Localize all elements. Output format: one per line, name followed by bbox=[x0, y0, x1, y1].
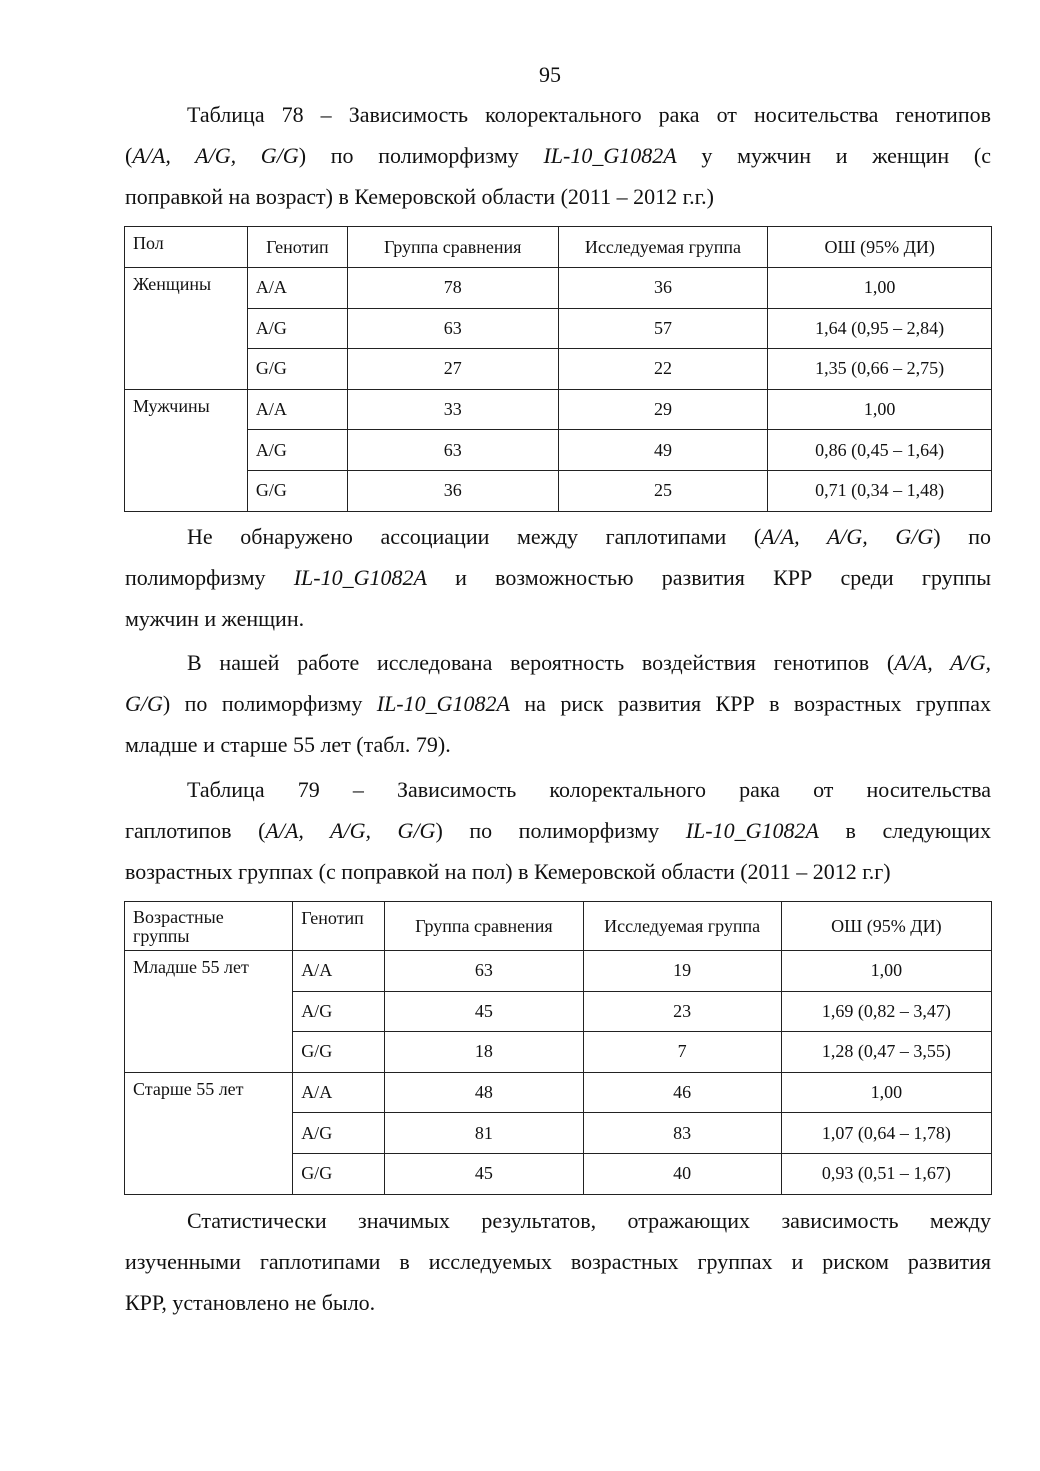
text-run: ) по полиморфизму bbox=[162, 691, 377, 716]
table-row bbox=[125, 951, 992, 992]
table-cell: 78 bbox=[347, 268, 558, 309]
table-cell: 23 bbox=[583, 991, 781, 1032]
italic-term: A/A, A/G, G/G bbox=[761, 524, 934, 549]
text-run: возрастных группах (с поправкой на пол) в Кемеровской области (2011 – 2012 г.г) bbox=[125, 859, 891, 884]
table-cell: 1,69 (0,82 – 3,47) bbox=[781, 991, 991, 1032]
text-run: Таблица 78 – Зависимость колоректального рака от носительства генотипов bbox=[187, 102, 991, 127]
text-line bbox=[125, 851, 991, 892]
text-run: изученными гаплотипами в исследуемых возрастных группах и риском развития bbox=[125, 1249, 991, 1274]
genotype-cell: A/G bbox=[293, 1113, 385, 1154]
italic-term: IL-10_G1082A bbox=[543, 143, 677, 168]
table-header-row bbox=[125, 227, 992, 268]
table-header-cell: ОШ (95% ДИ) bbox=[781, 902, 991, 951]
text-line bbox=[125, 683, 991, 724]
table-row bbox=[125, 470, 992, 511]
genotype-cell: G/G bbox=[293, 1153, 385, 1194]
table-cell: 49 bbox=[558, 430, 768, 471]
genotype-cell: A/A bbox=[247, 268, 347, 309]
page-number: 95 bbox=[539, 62, 561, 87]
table-row bbox=[125, 349, 992, 390]
italic-term: IL-10_G1082A bbox=[376, 691, 510, 716]
text-line bbox=[125, 135, 991, 176]
table-row bbox=[125, 268, 992, 309]
table-cell: 1,00 bbox=[781, 951, 991, 992]
genotype-cell: G/G bbox=[293, 1032, 385, 1073]
table-row bbox=[125, 1072, 992, 1113]
table-78 bbox=[124, 226, 992, 512]
text-line bbox=[125, 516, 991, 557]
text-run: Таблица 79 – Зависимость колоректального рака от носительства bbox=[187, 777, 991, 802]
table-cell: 33 bbox=[347, 389, 558, 430]
text-run: на риск развития КРР в возрастных группах bbox=[509, 691, 992, 716]
table-cell: 27 bbox=[347, 349, 558, 390]
table-cell: 45 bbox=[385, 1153, 583, 1194]
table-cell: 1,28 (0,47 – 3,55) bbox=[781, 1032, 991, 1073]
table-79 bbox=[124, 901, 992, 1195]
group-label-cell: Мужчины bbox=[125, 389, 248, 511]
italic-term: IL-10_G1082A bbox=[685, 818, 819, 843]
text-line bbox=[125, 557, 991, 598]
table-cell: 1,00 bbox=[781, 1072, 991, 1113]
text-run: у мужчин и женщин (с bbox=[676, 143, 991, 168]
table-cell: 83 bbox=[583, 1113, 781, 1154]
table-cell: 25 bbox=[558, 470, 768, 511]
paragraph-study-description bbox=[125, 642, 991, 765]
table-cell: 1,00 bbox=[768, 389, 992, 430]
table-header-row bbox=[125, 902, 992, 951]
table-cell: 18 bbox=[385, 1032, 583, 1073]
table-cell: 63 bbox=[347, 430, 558, 471]
text-line bbox=[125, 598, 991, 639]
text-run: поправкой на возраст) в Кемеровской области (2011 – 2012 г.г.) bbox=[125, 184, 714, 209]
text-run: ) по полиморфизму bbox=[298, 143, 544, 168]
table-cell: 0,86 (0,45 – 1,64) bbox=[768, 430, 992, 471]
table-header-cell: Группа сравнения bbox=[347, 227, 558, 268]
group-label-cell: Женщины bbox=[125, 268, 248, 390]
table-header-cell: Группа сравнения bbox=[385, 902, 583, 951]
genotype-cell: G/G bbox=[247, 349, 347, 390]
table-header-cell: Генотип bbox=[293, 902, 385, 951]
text-line bbox=[125, 642, 991, 683]
text-run: ) по bbox=[933, 524, 991, 549]
text-line bbox=[125, 176, 991, 217]
table-cell: 57 bbox=[558, 308, 768, 349]
genotype-cell: A/A bbox=[293, 951, 385, 992]
italic-term: G/G bbox=[125, 691, 163, 716]
text-line bbox=[125, 1241, 991, 1282]
genotype-cell: A/A bbox=[293, 1072, 385, 1113]
table-header-cell: Генотип bbox=[247, 227, 347, 268]
table-row bbox=[125, 389, 992, 430]
text-run: Не обнаружено ассоциации между гаплотипами ( bbox=[187, 524, 762, 549]
table-header-cell: Возрастные группы bbox=[125, 902, 293, 951]
text-line bbox=[125, 810, 991, 851]
text-run: ( bbox=[125, 143, 133, 168]
text-line bbox=[125, 94, 991, 135]
table-cell: 81 bbox=[385, 1113, 583, 1154]
genotype-cell: G/G bbox=[247, 470, 347, 511]
paragraph-no-association bbox=[125, 516, 991, 639]
table-cell: 1,00 bbox=[768, 268, 992, 309]
text-run: ) по полиморфизму bbox=[435, 818, 686, 843]
text-line bbox=[125, 769, 991, 810]
table-cell: 1,64 (0,95 – 2,84) bbox=[768, 308, 992, 349]
paragraph-conclusion bbox=[125, 1200, 991, 1323]
italic-term: IL-10_G1082A bbox=[293, 565, 427, 590]
table-cell: 22 bbox=[558, 349, 768, 390]
table-cell: 63 bbox=[347, 308, 558, 349]
table-cell: 19 bbox=[583, 951, 781, 992]
table-row bbox=[125, 308, 992, 349]
table-cell: 46 bbox=[583, 1072, 781, 1113]
table-cell: 36 bbox=[347, 470, 558, 511]
group-label-cell: Младше 55 лет bbox=[125, 951, 293, 1073]
table-78-caption bbox=[125, 94, 991, 217]
table-cell: 36 bbox=[558, 268, 768, 309]
genotype-cell: A/G bbox=[247, 430, 347, 471]
italic-term: A/A, A/G, G/G bbox=[265, 818, 436, 843]
table-cell: 40 bbox=[583, 1153, 781, 1194]
table-cell: 0,71 (0,34 – 1,48) bbox=[768, 470, 992, 511]
genotype-cell: A/G bbox=[247, 308, 347, 349]
table-row bbox=[125, 430, 992, 471]
table-cell: 45 bbox=[385, 991, 583, 1032]
table-cell: 1,07 (0,64 – 1,78) bbox=[781, 1113, 991, 1154]
table-cell: 7 bbox=[583, 1032, 781, 1073]
table-header-cell: ОШ (95% ДИ) bbox=[768, 227, 992, 268]
table-cell: 29 bbox=[558, 389, 768, 430]
text-run: младше и старше 55 лет (табл. 79). bbox=[125, 732, 451, 757]
genotype-cell: A/A bbox=[247, 389, 347, 430]
italic-term: A/A, A/G, G/G bbox=[132, 143, 299, 168]
table-79-caption bbox=[125, 769, 991, 892]
table-header-cell: Исследуемая группа bbox=[583, 902, 781, 951]
genotype-cell: A/G bbox=[293, 991, 385, 1032]
table-cell: 0,93 (0,51 – 1,67) bbox=[781, 1153, 991, 1194]
table-cell: 48 bbox=[385, 1072, 583, 1113]
table-header-cell: Пол bbox=[125, 227, 248, 268]
text-line bbox=[125, 724, 991, 765]
table-cell: 63 bbox=[385, 951, 583, 992]
text-run: в следующих bbox=[818, 818, 992, 843]
text-run: В нашей работе исследована вероятность воздействия генотипов ( bbox=[187, 650, 895, 675]
text-line bbox=[125, 1282, 991, 1323]
table-header-cell: Исследуемая группа bbox=[558, 227, 768, 268]
text-run: гаплотипов ( bbox=[125, 818, 266, 843]
text-line bbox=[125, 1200, 991, 1241]
text-run: Статистически значимых результатов, отражающих зависимость между bbox=[187, 1208, 991, 1233]
table-cell: 1,35 (0,66 – 2,75) bbox=[768, 349, 992, 390]
italic-term: A/A, A/G, bbox=[894, 650, 992, 675]
text-run: КРР, установлено не было. bbox=[125, 1290, 376, 1315]
text-run: мужчин и женщин. bbox=[125, 606, 305, 631]
text-run: полиморфизму bbox=[125, 565, 294, 590]
text-run: и возможностью развития КРР среди группы bbox=[426, 565, 991, 590]
group-label-cell: Старше 55 лет bbox=[125, 1072, 293, 1194]
